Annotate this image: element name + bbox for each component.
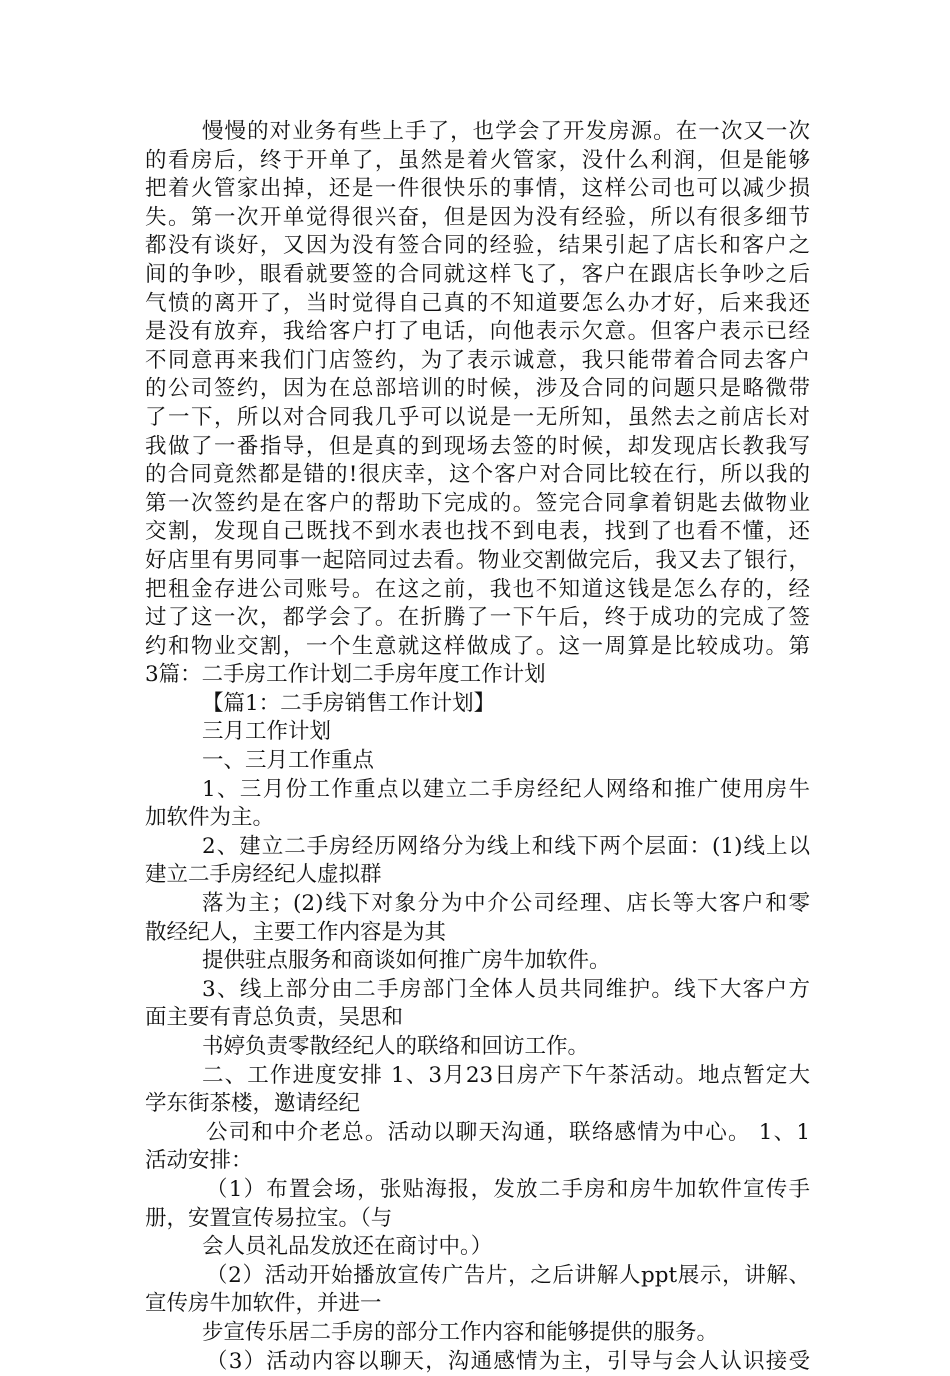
- text-line: 册，安置宣传易拉宝。（与: [145, 1205, 393, 1231]
- text-line: 3、线上部分由二手房部门全体人员共同维护。线下大客户方: [202, 976, 810, 1002]
- text-line: 散经纪人，主要工作内容是为其: [145, 919, 447, 945]
- text-line: 的公司签约，因为在总部培训的时候，涉及合同的问题只是略微带: [145, 376, 810, 402]
- text-line: 建立二手房经纪人虚拟群: [145, 862, 382, 888]
- text-line: 失。第一次开单觉得很兴奋，但是因为没有经验，所以有很多细节: [145, 204, 810, 230]
- text-line: （3）活动内容以聊天，沟通感情为主，引导与会人认识接受: [206, 1348, 810, 1374]
- text-line: 气愤的离开了，当时觉得自己真的不知道要怎么办才好，后来我还: [145, 290, 810, 316]
- text-line: 约和物业交割，一个生意就这样做成了。这一周算是比较成功。第: [145, 633, 810, 659]
- text-line: 2、建立二手房经历网络分为线上和线下两个层面：(1)线上以: [202, 833, 810, 859]
- text-line: （2）活动开始播放宣传广告片，之后讲解人ppt展示，讲解、: [206, 1262, 810, 1288]
- text-line: 慢慢的对业务有些上手了，也学会了开发房源。在一次又一次: [202, 119, 810, 144]
- text-line: 都没有谈好，又因为没有签合同的经验，结果引起了店长和客户之: [145, 233, 810, 259]
- text-line: 二、工作进度安排 1、3月23日房产下午茶活动。地点暂定大: [202, 1062, 810, 1088]
- text-line: 学东街茶楼，邀请经纪: [145, 1091, 361, 1117]
- text-line: 1、三月份工作重点以建立二手房经纪人网络和推广使用房牛: [202, 776, 810, 802]
- text-line: 三月工作计划: [202, 719, 332, 745]
- text-line: 把租金存进公司账号。在这之前，我也不知道这钱是怎么存的，经: [145, 576, 810, 602]
- text-line: 宣传房牛加软件，并进一: [145, 1291, 382, 1317]
- text-line: 书婷负责零散经纪人的联络和回访工作。: [202, 1034, 590, 1059]
- text-line: 落为主；(2)线下对象分为中介公司经理、店长等大客户和零: [202, 891, 810, 917]
- text-line: 过了这一次，都学会了。在折腾了一下午后，终于成功的完成了签: [145, 605, 810, 631]
- text-line: 活动安排：: [145, 1148, 253, 1174]
- text-line: 的合同竟然都是错的!很庆幸，这个客户对合同比较在行，所以我的: [145, 462, 810, 488]
- text-line: 好店里有男同事一起陪同过去看。物业交割做完后，我又去了银行，: [145, 547, 810, 573]
- text-line: （1）布置会场，张贴海报，发放二手房和房牛加软件宣传手: [206, 1176, 810, 1202]
- text-line: 一、三月工作重点: [202, 748, 375, 774]
- text-line: 了一下，所以对合同我几乎可以说是一无所知，虽然去之前店长对: [145, 404, 810, 430]
- text-line: 不同意再来我们门店签约，为了表示诚意，我只能带着合同去客户: [145, 347, 810, 373]
- text-line: 公司和中介老总。活动以聊天沟通，联络感情为中心。 1、1: [206, 1119, 810, 1145]
- text-line: 【篇1：二手房销售工作计划】: [202, 690, 496, 716]
- text-line: 加软件为主。: [145, 805, 275, 831]
- text-line: 把着火管家出掉，还是一件很快乐的事情，这样公司也可以减少损: [145, 176, 810, 202]
- text-line: 的看房后，终于开单了，虽然是着火管家，没什么利润，但是能够: [145, 147, 810, 173]
- text-line: 步宣传乐居二手房的部分工作内容和能够提供的服务。: [202, 1319, 719, 1345]
- text-line: 我做了一番指导，但是真的到现场去签的时候，却发现店长教我写: [145, 433, 810, 459]
- text-line: 3篇：二手房工作计划二手房年度工作计划: [145, 662, 546, 688]
- text-line: 会人员礼品发放还在商讨中。）: [202, 1234, 493, 1260]
- text-line: 提供驻点服务和商谈如何推广房牛加软件。: [202, 948, 611, 974]
- text-line: 面主要有青总负责，吴思和: [145, 1005, 404, 1031]
- text-line: 是没有放弃，我给客户打了电话，向他表示欠意。但客户表示已经: [145, 319, 810, 345]
- document-body: [145, 118, 810, 1376]
- text-line: 交割，发现自己既找不到水表也找不到电表，找到了也看不懂，还: [145, 519, 810, 545]
- text-line: 间的争吵，眼看就要签的合同就这样飞了，客户在跟店长争吵之后: [145, 261, 810, 287]
- text-line: 第一次签约是在客户的帮助下完成的。签完合同拿着钥匙去做物业: [145, 490, 810, 516]
